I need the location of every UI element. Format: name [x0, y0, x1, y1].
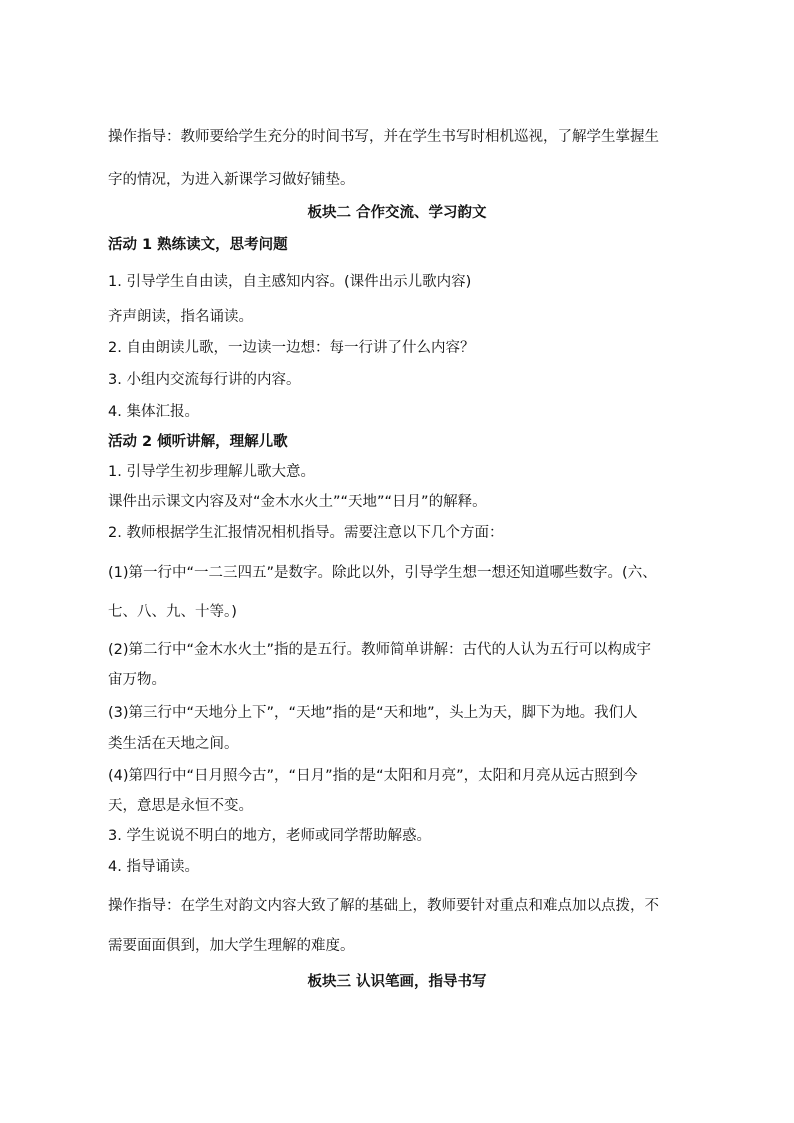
paragraph-line: 4. 指导诵读。: [108, 859, 199, 875]
activity-heading: 活动 1 熟练读文，思考问题: [108, 237, 288, 253]
paragraph-line: 1. 引导学生初步理解儿歌大意。: [108, 464, 315, 480]
paragraph-line: 3. 学生说说不明白的地方，老师或同学帮助解惑。: [108, 828, 431, 844]
paragraph-line: (3)第三行中“天地分上下”，“天地”指的是“天和地”，头上为天，脚下为地。我们人: [108, 705, 638, 721]
paragraph-line: (2)第二行中“金木水火土”指的是五行。教师简单讲解：古代的人认为五行可以构成宇: [108, 642, 652, 658]
paragraph-line: 需要面面俱到，加大学生理解的难度。: [108, 938, 355, 954]
paragraph-line: 天，意思是永恒不变。: [108, 798, 253, 814]
paragraph-line: 2. 自由朗读儿歌，一边读一边想：每一行讲了什么内容？: [108, 340, 475, 356]
paragraph-line: 3. 小组内交流每行讲的内容。: [108, 372, 301, 388]
paragraph-line: 操作指导：在学生对韵文内容大致了解的基础上，教师要针对重点和难点加以点拨，不: [108, 898, 659, 914]
paragraph-line: 1. 引导学生自由读，自主感知内容。(课件出示儿歌内容): [108, 274, 472, 290]
paragraph-line: 4. 集体汇报。: [108, 404, 199, 420]
paragraph-line: 七、八、九、十等。): [108, 604, 237, 620]
paragraph-line: 宙万物。: [108, 672, 166, 688]
activity-heading: 活动 2 倾听讲解，理解儿歌: [108, 434, 288, 450]
paragraph-line: 齐声朗读，指名诵读。: [108, 309, 253, 325]
paragraph-line: 课件出示课文内容及对“金木水火土”“天地”“日月”的解释。: [108, 494, 487, 510]
paragraph-line: 字的情况，为进入新课学习做好铺垫。: [108, 172, 355, 188]
paragraph-line: (1)第一行中“一二三四五”是数字。除此以外，引导学生想一想还知道哪些数字。(六、: [108, 565, 657, 581]
section-heading: 板块三 认识笔画，指导书写: [307, 974, 487, 990]
paragraph-line: 类生活在天地之间。: [108, 736, 239, 752]
paragraph-line: 操作指导：教师要给学生充分的时间书写，并在学生书写时相机巡视，了解学生掌握生: [108, 129, 659, 145]
section-heading: 板块二 合作交流、学习韵文: [307, 205, 487, 221]
paragraph-line: (4)第四行中“日月照今古”，“日月”指的是“太阳和月亮”，太阳和月亮从远古照到今: [108, 768, 638, 784]
paragraph-line: 2. 教师根据学生汇报情况相机指导。需要注意以下几个方面：: [108, 525, 504, 541]
